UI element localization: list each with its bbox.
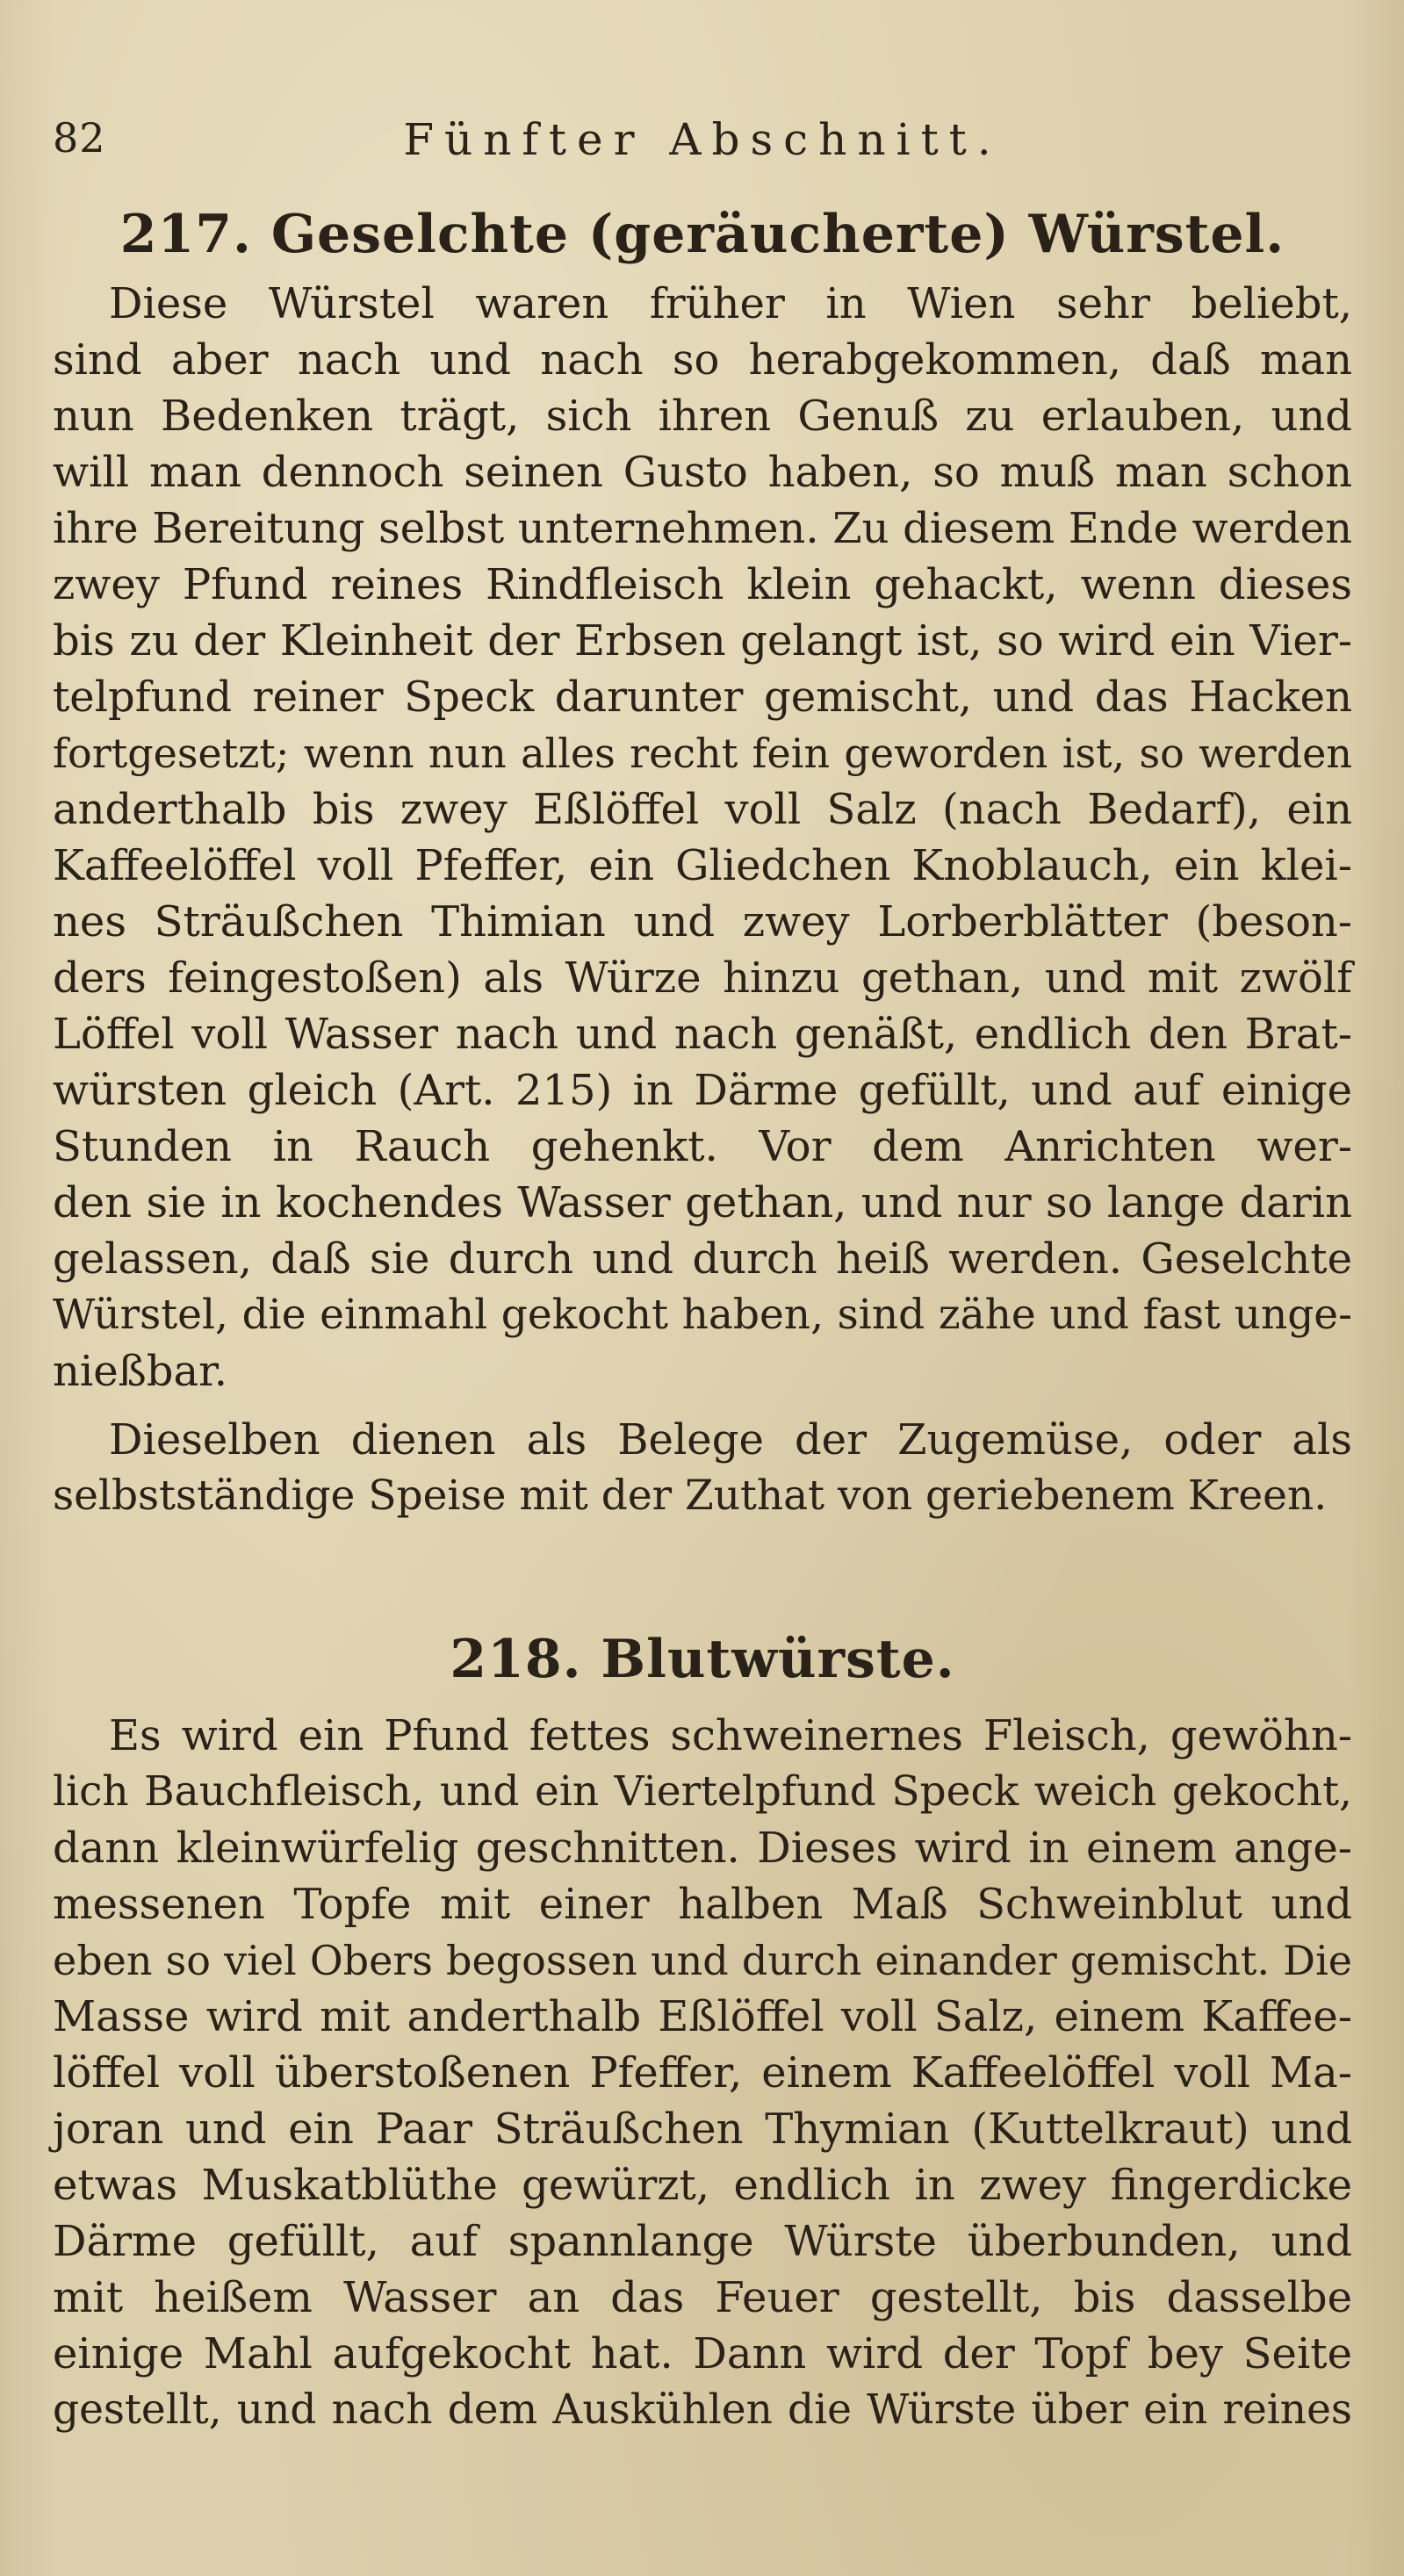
text-line: dann kleinwürfelig geschnitten. Dieses wird in einem ange- <box>53 1824 1352 1873</box>
text-line: eben so viel Obers begossen und durch einander gemischt. Die <box>53 1937 1352 1984</box>
text-line: will man dennoch seinen Gusto haben, so muß man schon <box>53 448 1352 497</box>
text-line: Masse wird mit anderthalb Eßlöffel voll Salz, einem Kaffee- <box>53 1992 1352 2041</box>
text-line: Kaffeelöffel voll Pfeffer, ein Gliedchen Knoblauch, ein klei- <box>53 841 1352 890</box>
text-line: nun Bedenken trägt, sich ihren Genuß zu erlauben, und <box>53 392 1352 441</box>
text-line: nes Sträußchen Thimian und zwey Lorberblätter (beson- <box>53 897 1352 946</box>
text-line: würsten gleich (Art. 215) in Därme gefüllt, und auf einige <box>53 1066 1352 1115</box>
text-line: bis zu der Kleinheit der Erbsen gelangt ist, so wird ein Vier- <box>53 616 1352 666</box>
text-line: Därme gefüllt, auf spannlange Würste überbunden, und <box>53 2217 1352 2266</box>
text-line: gelassen, daß sie durch und durch heiß werden. Geselchte <box>53 1234 1352 1284</box>
text-line: telpfund reiner Speck darunter gemischt, und das Hacken <box>53 673 1352 722</box>
text-line: Dieselben dienen als Belege der Zugemüse, oder als <box>109 1415 1352 1464</box>
text-line: einige Mahl aufgekocht hat. Dann wird der Topf bey Seite <box>53 2329 1352 2378</box>
text-line: messenen Topfe mit einer halben Maß Schweinblut und <box>53 1880 1352 1929</box>
text-line: mit heißem Wasser an das Feuer gestellt, bis dasselbe <box>53 2273 1352 2322</box>
text-line: lich Bauchfleisch, und ein Viertelpfund Speck weich gekocht, <box>53 1767 1352 1816</box>
running-head <box>53 114 1352 176</box>
section-heading-218: 218. Blutwürste. <box>450 1629 955 1690</box>
text-line: joran und ein Paar Sträußchen Thymian (Kuttelkraut) und <box>53 2105 1352 2154</box>
text-line: anderthalb bis zwey Eßlöffel voll Salz (nach Bedarf), ein <box>53 785 1352 834</box>
text-line: fortgesetzt; wenn nun alles recht fein geworden ist, so werden <box>53 730 1352 777</box>
text-line: sind aber nach und nach so herabgekommen, daß man <box>53 335 1352 385</box>
text-line: selbstständige Speise mit der Zuthat von geriebenem Kreen. <box>53 1471 1328 1520</box>
text-line: ihre Bereitung selbst unternehmen. Zu diesem Ende werden <box>53 504 1352 553</box>
text-line: ders feingestoßen) als Würze hinzu gethan, und mit zwölf <box>53 953 1352 1003</box>
text-line: nießbar. <box>53 1347 228 1396</box>
text-line: Diese Würstel waren früher in Wien sehr beliebt, <box>109 279 1352 328</box>
text-line: Löffel voll Wasser nach und nach genäßt, endlich den Brat- <box>53 1010 1352 1059</box>
text-line: Es wird ein Pfund fettes schweinernes Fleisch, gewöhn- <box>109 1711 1352 1760</box>
text-line: etwas Muskatblüthe gewürzt, endlich in zwey fingerdicke <box>53 2161 1352 2210</box>
text-line: gestellt, und nach dem Auskühlen die Würste über ein reines <box>53 2385 1352 2434</box>
section-heading-217: 217. Geselchte (geräucherte) Würstel. <box>119 204 1285 265</box>
page-number: 82 <box>53 114 106 162</box>
running-title: Fünfter Abschnitt. <box>403 114 1002 165</box>
text-line: Würstel, die einmahl gekocht haben, sind zähe und fast unge- <box>53 1291 1352 1339</box>
text-line: löffel voll überstoßenen Pfeffer, einem Kaffeelöffel voll Ma- <box>53 2048 1352 2097</box>
text-line: den sie in kochendes Wasser gethan, und nur so lange darin <box>53 1178 1352 1227</box>
text-line: Stunden in Rauch gehenkt. Vor dem Anrichten wer- <box>53 1122 1352 1171</box>
text-line: zwey Pfund reines Rindfleisch klein gehackt, wenn dieses <box>53 560 1352 609</box>
